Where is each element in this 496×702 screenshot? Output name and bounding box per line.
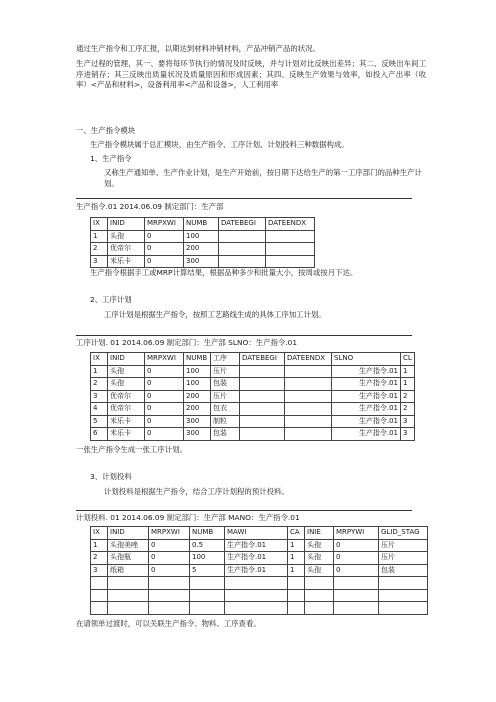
table-row: [91, 230, 315, 243]
header-cell: SLNO: [332, 353, 401, 366]
cell: 1: [91, 539, 108, 552]
cell: 100: [184, 230, 219, 243]
cell: [288, 589, 305, 602]
table-2-note: 一张生产指令生成一张工序计划。: [76, 445, 187, 454]
header-cell: 工序: [211, 353, 240, 366]
header-cell: NUMB: [184, 353, 211, 366]
table-row: [91, 243, 315, 256]
cell: 0: [145, 428, 184, 441]
cell: [288, 602, 305, 615]
header-cell: DATEENDX: [285, 353, 332, 366]
cell: 0: [145, 378, 184, 391]
cell: 生产指令.01: [332, 365, 401, 378]
cell: 包衣: [211, 403, 240, 416]
cell: 0: [149, 539, 190, 552]
cell: 0: [145, 243, 184, 256]
cell: 纸箱: [108, 564, 149, 577]
cell: [225, 577, 288, 590]
cell: 1: [401, 365, 415, 378]
cell: [266, 243, 315, 256]
cell: 生产指令.01: [225, 552, 288, 565]
table-row: [91, 390, 415, 403]
item-1-description: 又称生产通知单、生产作业计划，是生产开始前，按日期下达给生产的第一工序部门的品种生产计划。: [104, 168, 422, 188]
cell: [108, 602, 149, 615]
section-1-description: 生产指令模块属于总汇模块，由生产指令、工序计划、计划投料三种数据构成。: [90, 140, 349, 149]
cell: 0: [334, 564, 379, 577]
header-cell: INID: [108, 218, 145, 231]
table-2-caption: 工序计划. 01 2014.06.09 制定部门：生产部 SLNO：生产指令.01: [76, 338, 298, 347]
cell: 100: [184, 365, 211, 378]
header-cell: MRPXWI: [149, 527, 190, 540]
cell: 3: [91, 564, 108, 577]
table-3-rule: [76, 510, 412, 511]
header-cell: INID: [108, 527, 149, 540]
cell: [334, 602, 379, 615]
header-cell: DATEBEGI: [240, 353, 285, 366]
cell: [240, 390, 285, 403]
cell: 米乐卡: [108, 428, 145, 441]
cell: 3: [91, 390, 108, 403]
table-row: [91, 403, 415, 416]
cell: [285, 428, 332, 441]
cell: 1: [288, 539, 305, 552]
cell: 1: [288, 552, 305, 565]
cell: [149, 577, 190, 590]
header-cell: NUMB: [184, 218, 219, 231]
production-order-table: [90, 217, 315, 268]
cell: 压片: [211, 365, 240, 378]
cell: [266, 255, 315, 268]
cell: 头孢: [108, 230, 145, 243]
cell: 生产指令.01: [225, 539, 288, 552]
cell: 1: [91, 365, 108, 378]
header-cell: MAWI: [225, 527, 288, 540]
table-3-note: 在请领单过渡时，可以关联生产指令、物料、工序查看。: [76, 619, 261, 628]
cell: [285, 415, 332, 428]
cell: [108, 577, 149, 590]
cell: 优帝尔: [108, 403, 145, 416]
table-1-rule: [76, 198, 412, 199]
cell: 100: [190, 552, 225, 565]
cell: 0: [334, 539, 379, 552]
cell: 6: [91, 428, 108, 441]
cell: 包装: [211, 428, 240, 441]
section-1-heading: 一、生产指令模块: [76, 126, 136, 135]
header-cell: CL: [401, 353, 415, 366]
cell: [190, 589, 225, 602]
cell: 包装: [211, 378, 240, 391]
header-cell: IX: [91, 353, 108, 366]
cell: [379, 577, 428, 590]
table-1-caption: 生产指令.01 2014.06.09 制定部门：生产部: [76, 202, 224, 211]
item-2-description: 工序计划是根据生产指令，按照工艺路线生成的具体工序加工计划。: [104, 310, 326, 319]
table-row: [91, 552, 428, 565]
table-row: [91, 539, 428, 552]
table-row: [91, 589, 428, 602]
cell: 米乐卡: [108, 255, 145, 268]
cell: 头孢: [108, 365, 145, 378]
cell: [219, 243, 266, 256]
item-1-title: 1、生产指令: [90, 154, 132, 163]
cell: [219, 230, 266, 243]
cell: [285, 378, 332, 391]
cell: [240, 365, 285, 378]
header-cell: NUMB: [190, 527, 225, 540]
table-3-caption: 计划投料. 01 2014.06.09 制定部门：生产部 MANO：生产指令.01: [76, 513, 300, 522]
cell: [219, 255, 266, 268]
cell: 优帝尔: [108, 390, 145, 403]
cell: 包装: [379, 564, 428, 577]
cell: 2: [401, 390, 415, 403]
planned-material-table: [90, 526, 428, 615]
header-cell: DATEENDX: [266, 218, 315, 231]
cell: [285, 390, 332, 403]
cell: [91, 577, 108, 590]
table-header-row: [91, 353, 415, 366]
table-row: [91, 428, 415, 441]
header-cell: CA: [288, 527, 305, 540]
cell: 200: [184, 403, 211, 416]
cell: [305, 589, 334, 602]
table-header-row: [91, 527, 428, 540]
cell: 2: [91, 552, 108, 565]
cell: 200: [184, 243, 219, 256]
cell: [266, 230, 315, 243]
cell: 生产指令.01: [332, 390, 401, 403]
table-row: [91, 415, 415, 428]
cell: 头孢: [305, 539, 334, 552]
item-3-title: 3、计划投料: [90, 472, 132, 481]
cell: 3: [401, 428, 415, 441]
table-row: [91, 602, 428, 615]
cell: 压片: [211, 390, 240, 403]
cell: 头孢美唑: [108, 539, 149, 552]
table-1-note: 生产指令根据手工或MRP计算结果，根据品种多少和批量大小，按周或按月下达。: [90, 268, 358, 277]
header-cell: IX: [91, 218, 108, 231]
cell: [379, 602, 428, 615]
cell: [334, 577, 379, 590]
cell: [334, 589, 379, 602]
cell: [240, 403, 285, 416]
header-cell: GLID_STAG: [379, 527, 428, 540]
cell: 0: [145, 390, 184, 403]
cell: [379, 589, 428, 602]
cell: [288, 577, 305, 590]
cell: 制粒: [211, 415, 240, 428]
cell: 生产指令.01: [332, 378, 401, 391]
cell: 0: [149, 552, 190, 565]
cell: 头孢: [305, 552, 334, 565]
cell: 2: [401, 403, 415, 416]
intro-line-1: 通过生产指令和工序汇报，以期达到材料冲销材料，产品冲销产品的状况。: [76, 44, 320, 53]
cell: 0: [145, 403, 184, 416]
intro-paragraph-2: 生产过程的管理，其一、要将每环节执行的情况及时反映，并与计划对比反映出差异；其二、反映出车间工序进销存；其三反映出质量状况及质量原因和形成因素；其四、反映生产效果与效率，如投入产出率（收率）<产品和材料>，设备利用率<产品和设备>，人工利用率: [76, 59, 426, 90]
cell: 0: [145, 365, 184, 378]
cell: 米乐卡: [108, 415, 145, 428]
cell: [190, 577, 225, 590]
cell: 头孢: [305, 564, 334, 577]
header-cell: DATEBEGI: [219, 218, 266, 231]
cell: 头孢瓶: [108, 552, 149, 565]
cell: 0: [334, 552, 379, 565]
cell: [240, 378, 285, 391]
cell: [240, 415, 285, 428]
cell: 100: [184, 378, 211, 391]
cell: 300: [184, 415, 211, 428]
cell: 1: [91, 230, 108, 243]
cell: 2: [91, 378, 108, 391]
cell: 5: [91, 415, 108, 428]
cell: [285, 365, 332, 378]
table-row: [91, 378, 415, 391]
cell: 1: [288, 564, 305, 577]
cell: 0: [145, 255, 184, 268]
cell: [190, 602, 225, 615]
header-cell: INIE: [305, 527, 334, 540]
cell: 5: [190, 564, 225, 577]
cell: [225, 602, 288, 615]
cell: 300: [184, 255, 219, 268]
cell: [305, 602, 334, 615]
cell: 生产指令.01: [225, 564, 288, 577]
cell: 0.5: [190, 539, 225, 552]
cell: [240, 428, 285, 441]
cell: [149, 589, 190, 602]
cell: 优帝尔: [108, 243, 145, 256]
cell: [91, 589, 108, 602]
item-2-title: 2、工序计划: [90, 295, 132, 304]
cell: [149, 602, 190, 615]
cell: 生产指令.01: [332, 403, 401, 416]
cell: [91, 602, 108, 615]
cell: 生产指令.01: [332, 428, 401, 441]
cell: 3: [401, 415, 415, 428]
cell: [108, 589, 149, 602]
cell: [225, 589, 288, 602]
cell: [305, 577, 334, 590]
header-cell: MRPYWI: [334, 527, 379, 540]
cell: 3: [91, 255, 108, 268]
table-row: [91, 577, 428, 590]
cell: 2: [91, 243, 108, 256]
cell: 生产指令.01: [332, 415, 401, 428]
process-plan-table: [90, 352, 415, 441]
table-2-rule: [76, 335, 412, 336]
cell: 压片: [379, 539, 428, 552]
table-row: [91, 365, 415, 378]
header-cell: INID: [108, 353, 145, 366]
table-header-row: [91, 218, 315, 231]
item-3-description: 计划投料是根据生产指令，结合工序计划程的预计投料。: [104, 487, 289, 496]
cell: 0: [149, 564, 190, 577]
header-cell: MRPXWI: [145, 353, 184, 366]
table-row: [91, 564, 428, 577]
cell: 压片: [379, 552, 428, 565]
cell: 0: [145, 415, 184, 428]
cell: [285, 403, 332, 416]
table-row: [91, 255, 315, 268]
cell: 4: [91, 403, 108, 416]
cell: 1: [401, 378, 415, 391]
cell: 200: [184, 390, 211, 403]
cell: 头孢: [108, 378, 145, 391]
header-cell: IX: [91, 527, 108, 540]
cell: 300: [184, 428, 211, 441]
header-cell: MRPXWI: [145, 218, 184, 231]
cell: 0: [145, 230, 184, 243]
